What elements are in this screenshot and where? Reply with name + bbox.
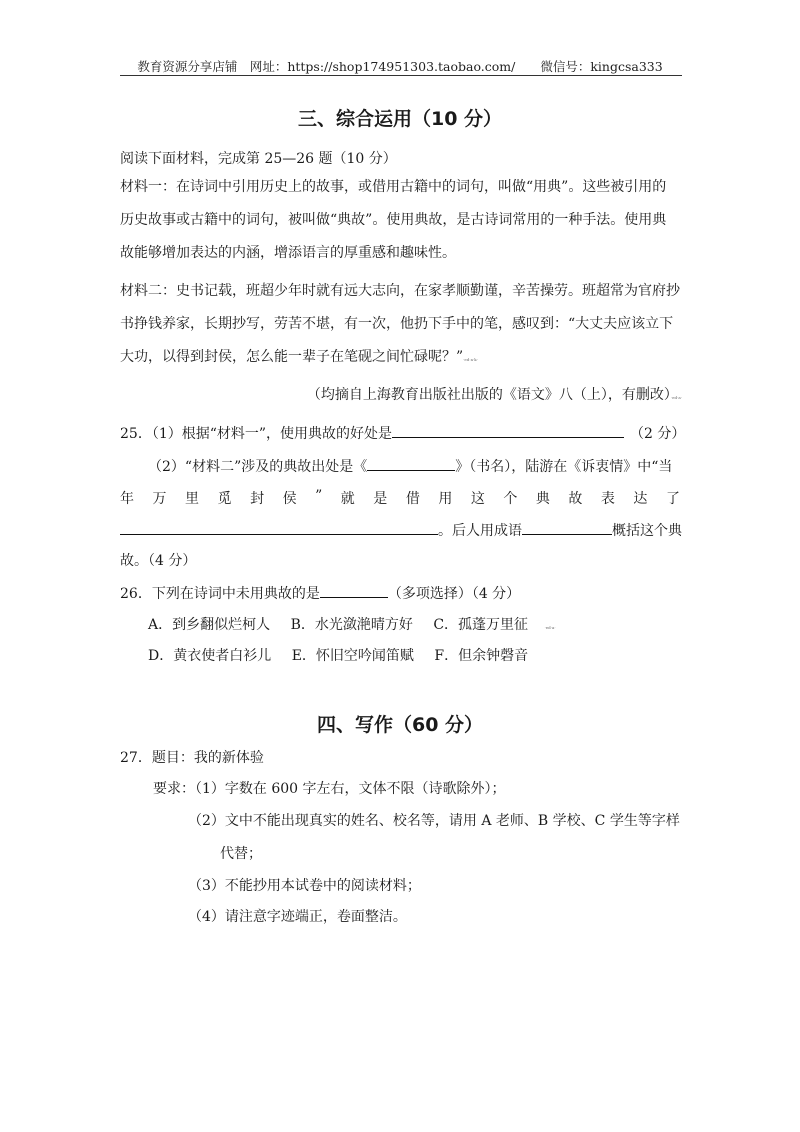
section-title-3: 三、综合运用（10 分） [297, 108, 503, 130]
q25-char: 年 [120, 491, 134, 507]
q25-part2-mid: 》（书名），陆游在《诉衷情》中“当 [455, 459, 673, 475]
q25-line4-mid: 。后人用成语 [438, 523, 522, 539]
q25-line4 [120, 520, 682, 540]
q26-option-d: D．黄衣使者白衫儿 [148, 648, 272, 664]
q25-char: 就 [340, 491, 355, 507]
q27-requirement-2-cont: 代替； [220, 846, 262, 862]
material-source-text: （均摘自上海教育出版社出版的《语文》八（上），有删改） [306, 387, 671, 403]
q25-char: 个 [503, 491, 518, 507]
q25-char: 封 [250, 491, 265, 507]
q25-idiom-blank[interactable] [522, 520, 612, 535]
section-title-4: 四、写作（60 分） [316, 714, 484, 736]
q25-char: 万 [152, 491, 167, 507]
q26-question [120, 583, 520, 603]
q26-prefix: 26．下列在诗词中未用典故的是 [120, 586, 320, 602]
material1-line3: 故能够增加表达的内涵，增添语言的厚重感和趣味性。 [120, 245, 456, 261]
q26-options-row1 [148, 614, 556, 634]
q25-char: 借 [405, 491, 420, 507]
material1-line2: 历史故事或古籍中的词句，被叫做“典故”。使用典故，是古诗词常用的一种手法。使用典 [120, 212, 667, 228]
q25-char: 了 [665, 491, 680, 507]
q26-option-b: B．水光潋滟晴方好 [290, 617, 413, 633]
q25-answer-blank-2[interactable] [120, 520, 438, 535]
material-source [307, 384, 682, 404]
q25-char: 里 [185, 491, 200, 507]
q27-topic: 27．题目：我的新体验 [120, 750, 264, 766]
q25-char: 表 [600, 491, 615, 507]
q25-line3 [120, 488, 680, 508]
header-divider [120, 75, 682, 76]
q25-answer-blank-1[interactable] [392, 423, 624, 438]
q25-line4-end: 概括这个典 [612, 523, 682, 539]
q27-requirement-2: （2）文中不能出现真实的姓名、校名等，请用 A 老师、B 学校、C 学生等字样 [188, 813, 680, 829]
q25-book-blank[interactable] [367, 456, 455, 471]
material2-line3 [120, 346, 478, 366]
q26-options-row2 [148, 645, 528, 665]
q25-char: 侯 [282, 491, 297, 507]
q25-char: 故 [568, 491, 583, 507]
q26-mark: ·ed·a· [544, 625, 556, 630]
material1-line1: 材料一：在诗词中引用历史上的故事，或借用古籍中的词句，叫做“用典”。这些被引用的 [120, 179, 667, 195]
reading-intro: 阅读下面材料，完成第 25—26 题（10 分） [120, 151, 397, 167]
material2-line2: 书挣钱养家，长期抄写，劳苦不堪，有一次，他扔下手中的笔，感叹到：“大丈夫应该立下 [120, 316, 674, 332]
q26-answer-blank[interactable] [320, 583, 388, 598]
q26-option-e: E．怀旧空吟闻笛赋 [291, 648, 414, 664]
material2-line1: 材料二：史书记载，班超少年时就有远大志向，在家孝顺勤谨，辛苦操劳。班超常为官府抄 [120, 283, 680, 299]
q25-char: 达 [633, 491, 648, 507]
q26-suffix: （多项选择）（4 分） [387, 586, 521, 602]
q27-requirement-4: （4）请注意字迹端正，卷面整洁。 [188, 909, 407, 925]
q26-option-a: A．到乡翻似烂柯人 [148, 617, 271, 633]
q25-char: 用 [438, 491, 453, 507]
material2-line3-text: 大功，以得到封侯，怎么能一辈子在笔砚之间忙碌呢？” [120, 349, 464, 365]
material2-mark: ·ed·a·k· [463, 357, 478, 362]
q26-option-f: F．但余钟磬音 [434, 648, 529, 664]
q25-char: ” [315, 488, 323, 504]
q25-part2 [148, 456, 672, 476]
q27-requirement-3: （3）不能抄用本试卷中的阅读材料； [188, 878, 421, 894]
q25-char: 这 [470, 491, 485, 507]
page-header: 教育资源分享店铺 网址：https://shop174951303.taobao.com/ 微信号：kingcsa333 [137, 59, 663, 74]
q25-part2-prefix: （2）“材料二”涉及的典故出处是《 [148, 459, 368, 475]
q25-part1-score: （2 分） [630, 426, 686, 442]
q25-char: 典 [535, 491, 550, 507]
q25-part1-prefix: 25．（1）根据“材料一”，使用典故的好处是 [120, 426, 393, 442]
q25-char: 是 [373, 491, 388, 507]
q27-requirement-1: 要求：（1）字数在 600 字左右，文体不限（诗歌除外）； [153, 781, 506, 797]
q26-option-c: C．孤蓬万里征 [433, 617, 529, 633]
q25-part1 [120, 423, 685, 443]
q25-char: 觅 [217, 491, 232, 507]
source-mark: ·ed·a· [670, 395, 682, 400]
q25-line5: 故。（4 分） [120, 553, 197, 569]
